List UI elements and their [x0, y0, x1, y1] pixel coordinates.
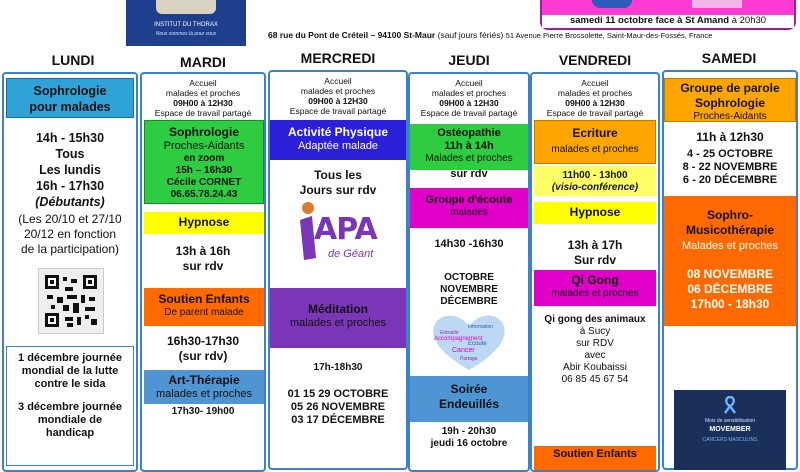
logo-subcaption: Nous sommes là pour vous — [155, 31, 217, 37]
jeudi-accueil-time: 09H00 à 12H30 — [439, 98, 499, 108]
samedi-musico-date1: 08 NOVEMBRE — [686, 267, 774, 281]
jeudi-month-nov: NOVEMBRE — [440, 284, 498, 295]
jeudi-months — [410, 272, 528, 308]
vendredi-ecriture-sub: malades et proches — [551, 144, 639, 155]
vendredi-accueil-sub: malades et proches — [557, 88, 633, 98]
samedi-musico-time: 17h00 - 18h30 — [690, 297, 770, 311]
day-samedi: SAMEDI — [701, 50, 757, 66]
mercredi-apa-sub: Adaptée malade — [297, 140, 379, 152]
address: 68 rue du Pont de Créteil – 94100 St-Maur — [268, 30, 436, 40]
samedi-date-dec: 6 - 20 DÉCEMBRE — [682, 174, 778, 186]
mardi-sophro-sub: Proches-Aidants — [163, 140, 245, 152]
mardi-soutien-sub: De parent malade — [164, 307, 244, 318]
jeudi-groupe-time: 14h30 -16h30 — [434, 238, 504, 250]
movember-poster — [674, 390, 786, 470]
lundi-title — [6, 78, 134, 118]
samedi-musico-sub: Malades et proches — [682, 240, 778, 252]
logo-banner — [126, 0, 246, 46]
column-mardi — [140, 72, 266, 472]
vendredi-animaux-1: Qi gong des animaux — [544, 314, 646, 325]
mardi-accueil-sub: malades et proches — [165, 88, 241, 98]
event-logo — [592, 0, 632, 8]
mardi-sophro — [144, 120, 264, 204]
jeudi-osteo-sub: Malades et proches — [425, 153, 513, 164]
day-mardi: MARDI — [180, 54, 226, 70]
column-samedi — [662, 70, 798, 470]
lundi-note-3: de la participation) — [20, 242, 120, 256]
samedi-date-nov: 8 - 22 NOVEMBRE — [682, 161, 778, 173]
lundi-title-line1: Sophrologie — [33, 84, 107, 98]
mercredi-accueil-sub: malades et proches — [300, 86, 376, 96]
vendredi-ecriture-visio: (visio-conférence) — [551, 182, 639, 193]
vendredi-qigong-title: Qi Gong — [571, 273, 619, 287]
heart-word-1: Information — [468, 324, 494, 330]
lundi-event1-line1: 1 décembre journée — [18, 352, 122, 364]
vendredi-ecriture — [534, 120, 656, 164]
vendredi-hypnose-time: 13h à 17h — [567, 238, 623, 252]
mercredi-meditation-time: 17h-18h30 — [313, 362, 363, 373]
mardi-sophro-name: Cécile CORNET — [166, 177, 242, 188]
samedi-groupe-title1: Groupe de parole — [680, 81, 780, 95]
lundi-event2-line2: mondiale de — [37, 414, 103, 426]
logo-caption: INSTITUT DU THORAX — [154, 22, 218, 28]
qr-code-icon[interactable] — [38, 268, 104, 334]
samedi-musico-date2: 06 DÉCEMBRE — [687, 282, 773, 296]
poster-sub: CANCERS MASCULINS — [702, 437, 758, 443]
mardi-art-time: 17h30- 19h00 — [171, 406, 235, 417]
poster-title: MOVEMBER — [709, 426, 751, 433]
vendredi-qigong — [534, 270, 656, 306]
awareness-ribbon-icon — [722, 396, 738, 414]
samedi-groupe — [664, 78, 796, 122]
samedi-groupe-sub: Proches-Aidants — [693, 111, 767, 122]
jeudi-osteo-time: 11h à 14h — [444, 140, 494, 152]
mercredi-apa — [270, 120, 406, 160]
event-logo-2 — [692, 0, 742, 8]
vendredi-hypnose: Hypnose — [534, 202, 656, 224]
address-line — [268, 30, 800, 40]
lundi-event-sida — [6, 346, 134, 466]
jeudi-osteo — [410, 124, 528, 170]
vendredi-hypnose-rdv: Sur rdv — [573, 253, 616, 267]
jeudi-osteo-title: Ostéopathie — [437, 127, 501, 139]
vendredi-accueil-title: Accueil — [581, 78, 609, 88]
jeudi-osteo-rdv: sur rdv — [450, 168, 488, 180]
mardi-art — [144, 370, 264, 404]
mardi-sophro-title: Sophrologie — [169, 125, 239, 139]
lundi-schedule — [4, 130, 136, 210]
mardi-soutien-info — [142, 334, 264, 364]
mercredi-apa-days — [270, 168, 406, 198]
jeudi-accueil-title: Accueil — [455, 78, 483, 88]
mardi-soutien-time: 16h30-17h30 — [166, 334, 240, 348]
vendredi-animaux-3: sur RDV — [576, 338, 614, 349]
event-time: à 20h30 — [731, 15, 767, 26]
jeudi-groupe-sub: malades — [450, 207, 488, 218]
mardi-soutien-rdv: (sur rdv) — [178, 349, 228, 363]
event-date: samedi 11 octobre face à St Amand — [569, 15, 730, 26]
heart-word-5: Cancer — [452, 347, 475, 354]
mardi-art-sub: malades et proches — [156, 388, 252, 400]
samedi-groupe-dates — [664, 148, 796, 187]
jeudi-groupe-title: Groupe d'écoute — [425, 194, 513, 206]
samedi-musico-title2: Musicothérapie — [685, 223, 775, 237]
lundi-note-2: 20/12 en fonction — [23, 227, 117, 241]
apa-logo-icon — [294, 198, 384, 278]
vendredi-accueil-place: Espace de travail partagé — [546, 108, 644, 118]
mardi-hypnose-info — [142, 244, 264, 274]
jeudi-month-dec: DÉCEMBRE — [440, 296, 498, 307]
heart-word-6: Partage — [460, 356, 478, 362]
mardi-soutien-title: Soutien Enfants — [158, 292, 250, 306]
mercredi-apa-title: Activité Physique — [287, 125, 389, 139]
column-jeudi — [408, 72, 530, 472]
column-lundi — [2, 72, 138, 472]
day-lundi: LUNDI — [51, 52, 95, 68]
mardi-sophro-phone: 06.65.78.24.43 — [170, 189, 238, 200]
jeudi-soiree — [410, 376, 528, 422]
mardi-sophro-zoom: en zoom — [183, 153, 225, 164]
vendredi-accueil — [532, 78, 658, 118]
lundi-event1-line3: contre le sida — [34, 378, 106, 390]
vendredi-animaux-4: avec — [584, 350, 606, 361]
day-jeudi: JEUDI — [448, 52, 490, 68]
jeudi-soiree-title2: Endeuillés — [438, 397, 500, 411]
samedi-musico-title1: Sophro- — [707, 208, 753, 222]
day-vendredi: VENDREDI — [558, 52, 632, 68]
samedi-date-oct: 4 - 25 OCTOBRE — [687, 148, 773, 160]
lundi-event1-line2: mondial de la lutte — [21, 365, 119, 377]
mercredi-apa-days2: Jours sur rdv — [299, 183, 377, 197]
vendredi-qigong-sub: malades et proches — [551, 288, 639, 299]
samedi-groupe-time: 11h à 12h30 — [696, 130, 764, 144]
mercredi-accueil-place: Espace de travail partagé — [289, 106, 387, 116]
mardi-accueil-time: 09H00 à 12H30 — [173, 98, 233, 108]
event-banner — [540, 0, 796, 30]
jeudi-soiree-date: jeudi 16 octobre — [430, 438, 508, 449]
mercredi-meditation-title: Méditation — [308, 302, 368, 316]
heart-word-4: Ecoute — [468, 341, 487, 347]
jeudi-soiree-info — [410, 426, 528, 450]
event-text — [542, 15, 794, 28]
mercredi-date-nov: 05 26 NOVEMBRE — [290, 401, 386, 413]
vendredi-animaux-2: à Sucy — [579, 326, 611, 337]
mardi-accueil-place: Espace de travail partagé — [154, 108, 252, 118]
mercredi-accueil — [270, 76, 406, 116]
mardi-accueil-title: Accueil — [189, 78, 217, 88]
address-note: (sauf jours fériés) — [437, 30, 504, 40]
vendredi-accueil-time: 09H00 à 12H30 — [565, 98, 625, 108]
vendredi-animaux-5: Abir Koubaissi — [563, 362, 627, 373]
vendredi-animaux — [532, 314, 658, 386]
jeudi-month-oct: OCTOBRE — [444, 272, 494, 283]
mercredi-meditation-sub: malades et proches — [290, 317, 386, 329]
jeudi-groupe — [410, 188, 528, 228]
lundi-debutants: (Débutants) — [35, 195, 105, 209]
vendredi-ecriture-info — [534, 166, 656, 196]
vendredi-ecriture-title: Ecriture — [572, 126, 618, 140]
jeudi-accueil-place: Espace de travail partagé — [420, 108, 518, 118]
mercredi-date-oct: 01 15 29 OCTOBRE — [287, 388, 389, 400]
samedi-musico — [664, 196, 796, 326]
mercredi-accueil-time: 09H00 à 12H30 — [308, 96, 368, 106]
day-mercredi: MERCREDI — [300, 50, 376, 66]
vendredi-hypnose-info — [532, 238, 658, 268]
jeudi-accueil — [410, 78, 528, 118]
logo-image — [156, 0, 216, 14]
samedi-groupe-title2: Sophrologie — [695, 96, 765, 110]
mercredi-date-dec: 03 17 DÉCEMBRE — [291, 414, 385, 426]
mercredi-accueil-title: Accueil — [324, 76, 352, 86]
mardi-accueil — [142, 78, 264, 118]
lundi-line-4: 16h - 17h30 — [35, 179, 105, 193]
mardi-hypnose: Hypnose — [144, 212, 264, 234]
mercredi-dates — [270, 388, 406, 427]
lundi-note — [4, 212, 136, 257]
mercredi-meditation — [270, 288, 406, 348]
vendredi-ecriture-time: 11h00 - 13h00 — [562, 170, 628, 181]
mardi-hypnose-rdv: sur rdv — [182, 259, 224, 273]
vendredi-animaux-6: 06 85 45 67 54 — [561, 374, 629, 385]
mardi-soutien — [144, 288, 264, 326]
lundi-event2-line1: 3 décembre journée — [18, 401, 122, 413]
lundi-line-2: Tous — [55, 147, 85, 161]
column-vendredi — [530, 72, 660, 472]
mardi-sophro-time: 15h – 16h30 — [175, 165, 233, 176]
heart-icon — [428, 312, 510, 372]
jeudi-soiree-time: 19h - 20h30 — [441, 426, 497, 437]
vendredi-bottom-box: Soutien Enfants — [534, 446, 656, 470]
mardi-hypnose-time: 13h à 16h — [175, 244, 231, 258]
jeudi-soiree-title1: Soirée — [450, 382, 488, 396]
column-mercredi — [268, 70, 408, 470]
apa-logo-text: APA — [314, 212, 377, 247]
jeudi-accueil-sub: malades et proches — [431, 88, 507, 98]
heart-word-2: Entraide — [440, 330, 459, 336]
apa-logo-sub: de Géant — [328, 248, 374, 260]
alt-address: 51 Avenue Pierre Brossolette, Saint-Maur-des-Fossés, France — [505, 31, 713, 40]
poster-caption: Mois de sensibilisation — [704, 418, 756, 424]
lundi-line-3: Les lundis — [39, 163, 101, 177]
heart-word-3: Accompagnement — [434, 336, 483, 342]
lundi-event2-line3: handicap — [45, 427, 95, 439]
lundi-note-1: (Les 20/10 et 27/10 — [18, 212, 122, 226]
lundi-line-1: 14h - 15h30 — [35, 131, 105, 145]
mardi-art-title: Art-Thérapie — [168, 373, 240, 387]
lundi-title-line2: pour malades — [29, 100, 111, 114]
mercredi-apa-days1: Tous les — [314, 168, 362, 182]
